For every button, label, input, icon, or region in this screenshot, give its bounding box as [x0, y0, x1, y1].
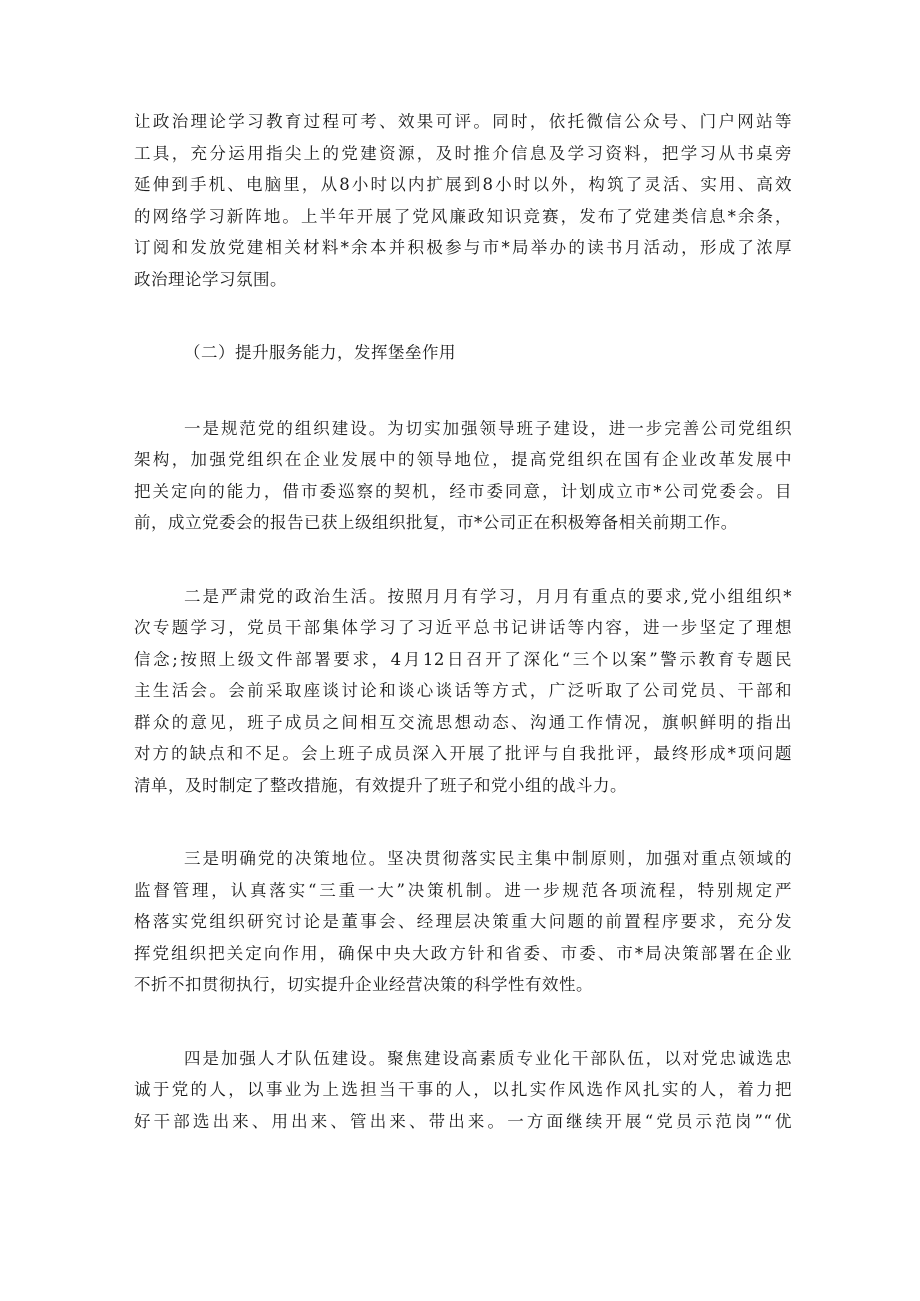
- text-line: 四是加强人才队伍建设。聚焦建设高素质专业化干部队伍，以对党忠诚选忠: [184, 1048, 792, 1068]
- text-line: 次专题学习，党员干部集体学习了习近平总书记讲话等内容，进一步坚定了理想: [134, 618, 792, 637]
- text-line: 对方的缺点和不足。会上班子成员深入开展了批评与自我批评，最终形成*项问题: [134, 744, 792, 763]
- text-line: 前，成立党委会的报告已获上级组织批复，市*公司正在积极筹备相关前期工作。: [134, 513, 738, 532]
- text-line: 架构，加强党组织在企业发展中的领导地位，提高党组织在国有企业改革发展中: [134, 450, 792, 469]
- text-line: 三是明确党的决策地位。坚决贯彻落实民主集中制原则，加强对重点领域的: [184, 849, 792, 868]
- text-line: 好干部选出来、用出来、管出来、带出来。一方面继续开展“党员示范岗”“优: [134, 1111, 792, 1131]
- document-page: [134, 106, 792, 1137]
- text-line: 二是严肃党的政治生活。按照月月有学习，月月有重点的要求,党小组组织*: [184, 586, 792, 606]
- text-line: 主生活会。会前采取座谈讨论和谈心谈话等方式，广泛听取了公司党员、干部和: [134, 681, 792, 700]
- text-line: 的网络学习新阵地。上半年开展了党风廉政知识竞赛，发布了党建类信息*余条，: [134, 206, 792, 226]
- text-line: 群众的意见，班子成员之间相互交流思想动态、沟通工作情况，旗帜鲜明的指出: [134, 712, 792, 732]
- text-line: 诚于党的人，以事业为上选担当干事的人，以扎实作风选作风扎实的人，着力把: [134, 1080, 792, 1099]
- text-line: 把关定向的能力，借市委巡察的契机，经市委同意，计划成立市*公司党委会。目: [134, 481, 792, 501]
- text-line: 让政治理论学习教育过程可考、效果可评。同时，依托微信公众号、门户网站等: [134, 112, 792, 131]
- section-heading: （二）提升服务能力，发挥堡垒作用: [184, 343, 456, 362]
- text-line: 信念;按照上级文件部署要求，4月12日召开了深化“三个以案”警示教育专题民: [134, 649, 792, 669]
- paragraph-political-life: [134, 581, 792, 802]
- paragraph-talent-team: [134, 1043, 792, 1138]
- text-line: 清单，及时制定了整改措施，有效提升了班子和党小组的战斗力。: [134, 775, 627, 795]
- text-line: 政治理论学习氛围。: [134, 269, 287, 289]
- text-line: 订阅和发放党建相关材料*余本并积极参与市*局举办的读书月活动，形成了浓厚: [134, 238, 792, 257]
- text-line: 延伸到手机、电脑里，从8小时以内扩展到8小时以外，构筑了灵活、实用、高效: [134, 175, 792, 194]
- paragraph-organization-building: [134, 413, 792, 539]
- text-line: 一是规范党的组织建设。为切实加强领导班子建设，进一步完善公司党组织: [184, 418, 792, 438]
- text-line: 工具，充分运用指尖上的党建资源，及时推介信息及学习资料，把学习从书桌旁: [134, 143, 792, 163]
- text-line: 挥党组织把关定向作用，确保中央大政方针和省委、市委、市*局决策部署在企业: [134, 943, 792, 963]
- text-line: 不折不扣贯彻执行，切实提升企业经营决策的科学性有效性。: [134, 975, 593, 994]
- text-line: 格落实党组织研究讨论是董事会、经理层决策重大问题的前置程序要求，充分发: [134, 912, 792, 931]
- paragraph-decision-making: [134, 843, 792, 1001]
- paragraph-study-platform: [134, 106, 792, 295]
- text-line: 监督管理，认真落实“三重一大”决策机制。进一步规范各项流程，特别规定严: [134, 880, 792, 900]
